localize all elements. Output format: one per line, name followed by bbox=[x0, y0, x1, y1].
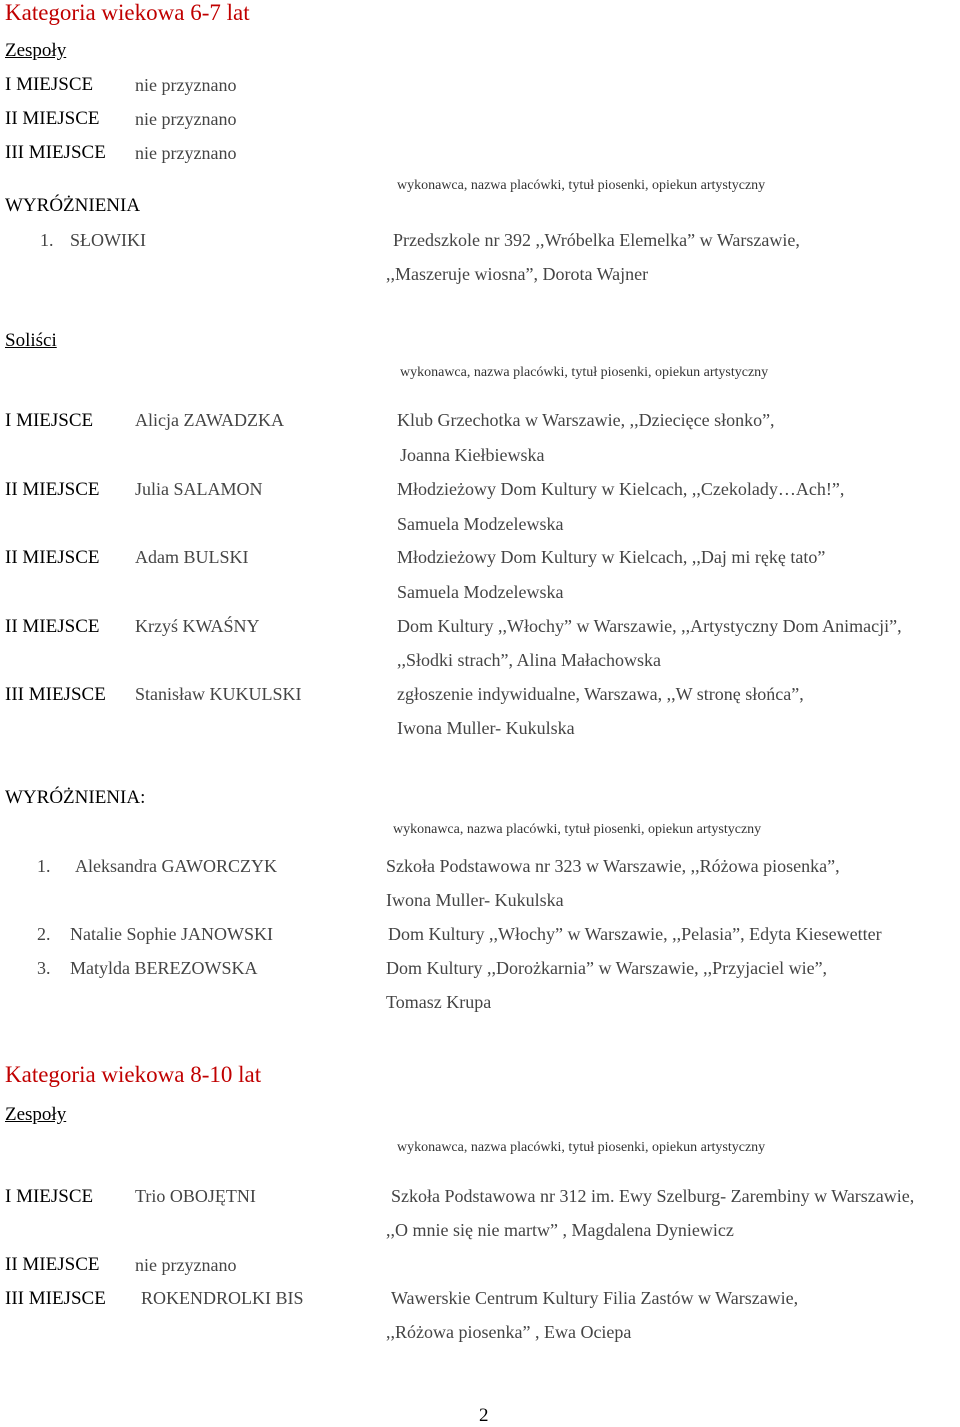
column-header: wykonawca, nazwa placówki, tytuł piosenki, opiekun artystyczny bbox=[400, 365, 769, 380]
column-header: wykonawca, nazwa placówki, tytuł piosenki, opiekun artystyczny bbox=[397, 1140, 766, 1155]
entry-details: Młodzieżowy Dom Kultury w Kielcach, ,,Czekolady…Ach!”, bbox=[397, 479, 845, 499]
performer-name: Trio OBOJĘTNI bbox=[135, 1186, 256, 1206]
list-number: 1. bbox=[40, 230, 54, 250]
place-label: III MIEJSCE bbox=[5, 684, 106, 705]
entry-details: Iwona Muller- Kukulska bbox=[397, 718, 575, 738]
performer-name: Natalie Sophie JANOWSKI bbox=[70, 924, 273, 944]
entry-details: Przedszkole nr 392 ,,Wróbelka Elemelka” w Warszawie, bbox=[393, 230, 800, 250]
category-title: Kategoria wiekowa 8-10 lat bbox=[5, 1062, 262, 1087]
category-title: Kategoria wiekowa 6-7 lat bbox=[5, 0, 250, 25]
place-value: nie przyznano bbox=[135, 109, 237, 129]
place-label: I MIEJSCE bbox=[5, 74, 94, 95]
performer-name: Matylda BEREZOWSKA bbox=[70, 958, 258, 978]
entry-details: Wawerskie Centrum Kultury Filia Zastów w Warszawie, bbox=[391, 1288, 799, 1308]
place-label: II MIEJSCE bbox=[5, 108, 100, 129]
place-label: I MIEJSCE bbox=[5, 410, 94, 431]
entry-details: ,,Różowa piosenka” , Ewa Ociepa bbox=[386, 1322, 632, 1342]
entry-details: Samuela Modzelewska bbox=[397, 582, 564, 602]
list-number: 1. bbox=[37, 856, 51, 876]
place-label: I MIEJSCE bbox=[5, 1186, 94, 1207]
entry-details: ,,Maszeruje wiosna”, Dorota Wajner bbox=[386, 264, 649, 284]
entry-details: Joanna Kiełbiewska bbox=[400, 445, 545, 465]
list-number: 2. bbox=[37, 924, 51, 944]
list-number: 3. bbox=[37, 958, 51, 978]
place-label: II MIEJSCE bbox=[5, 1254, 100, 1275]
entry-details: Klub Grzechotka w Warszawie, ,,Dziecięce słonko”, bbox=[397, 410, 775, 430]
performer-name: Stanisław KUKULSKI bbox=[135, 684, 302, 704]
entry-details: Samuela Modzelewska bbox=[397, 514, 564, 534]
page-number: 2 bbox=[479, 1405, 489, 1426]
performer-name: Krzyś KWAŚNY bbox=[135, 616, 260, 636]
entry-details: Dom Kultury ,,Włochy” w Warszawie, ,,Pelasia”, Edyta Kiesewetter bbox=[388, 924, 882, 944]
performer-name: ROKENDROLKI BIS bbox=[141, 1288, 304, 1308]
place-label: III MIEJSCE bbox=[5, 142, 106, 163]
place-value: nie przyznano bbox=[135, 75, 237, 95]
performer-name: Alicja ZAWADZKA bbox=[135, 410, 285, 430]
entry-details: Iwona Muller- Kukulska bbox=[386, 890, 564, 910]
entry-details: Tomasz Krupa bbox=[386, 992, 492, 1012]
place-value: nie przyznano bbox=[135, 1255, 237, 1275]
entry-details: Szkoła Podstawowa nr 323 w Warszawie, ,,Różowa piosenka”, bbox=[386, 856, 840, 876]
entry-details: ,,O mnie się nie martw” , Magdalena Dyniewicz bbox=[386, 1220, 734, 1240]
place-value: nie przyznano bbox=[135, 143, 237, 163]
wyroznienia-heading: WYRÓŻNIENIA: bbox=[5, 787, 146, 808]
performer-name: Julia SALAMON bbox=[135, 479, 263, 499]
column-header: wykonawca, nazwa placówki, tytuł piosenki, opiekun artystyczny bbox=[393, 822, 762, 837]
wyroznienia-heading: WYRÓŻNIENIA bbox=[5, 195, 141, 216]
section-heading-solisci: Soliści bbox=[5, 330, 57, 351]
entry-details: ,,Słodki strach”, Alina Małachowska bbox=[397, 650, 661, 670]
entry-details: Dom Kultury ,,Dorożkarnia” w Warszawie, ,,Przyjaciel wie”, bbox=[386, 958, 828, 978]
section-heading-zespoly: Zespoły bbox=[5, 40, 67, 61]
place-label: II MIEJSCE bbox=[5, 479, 100, 500]
entry-details: Młodzieżowy Dom Kultury w Kielcach, ,,Daj mi rękę tato” bbox=[397, 547, 826, 567]
performer-name: Aleksandra GAWORCZYK bbox=[75, 856, 278, 876]
entry-details: Dom Kultury ,,Włochy” w Warszawie, ,,Artystyczny Dom Animacji”, bbox=[397, 616, 902, 636]
place-label: III MIEJSCE bbox=[5, 1288, 106, 1309]
performer-name: Adam BULSKI bbox=[135, 547, 249, 567]
column-header: wykonawca, nazwa placówki, tytuł piosenki, opiekun artystyczny bbox=[397, 178, 766, 193]
section-heading-zespoly: Zespoły bbox=[5, 1104, 67, 1125]
entry-details: zgłoszenie indywidualne, Warszawa, ,,W stronę słońca”, bbox=[397, 684, 804, 704]
place-label: II MIEJSCE bbox=[5, 616, 100, 637]
place-label: II MIEJSCE bbox=[5, 547, 100, 568]
performer-name: SŁOWIKI bbox=[70, 230, 146, 250]
entry-details: Szkoła Podstawowa nr 312 im. Ewy Szelburg- Zarembiny w Warszawie, bbox=[391, 1186, 915, 1206]
